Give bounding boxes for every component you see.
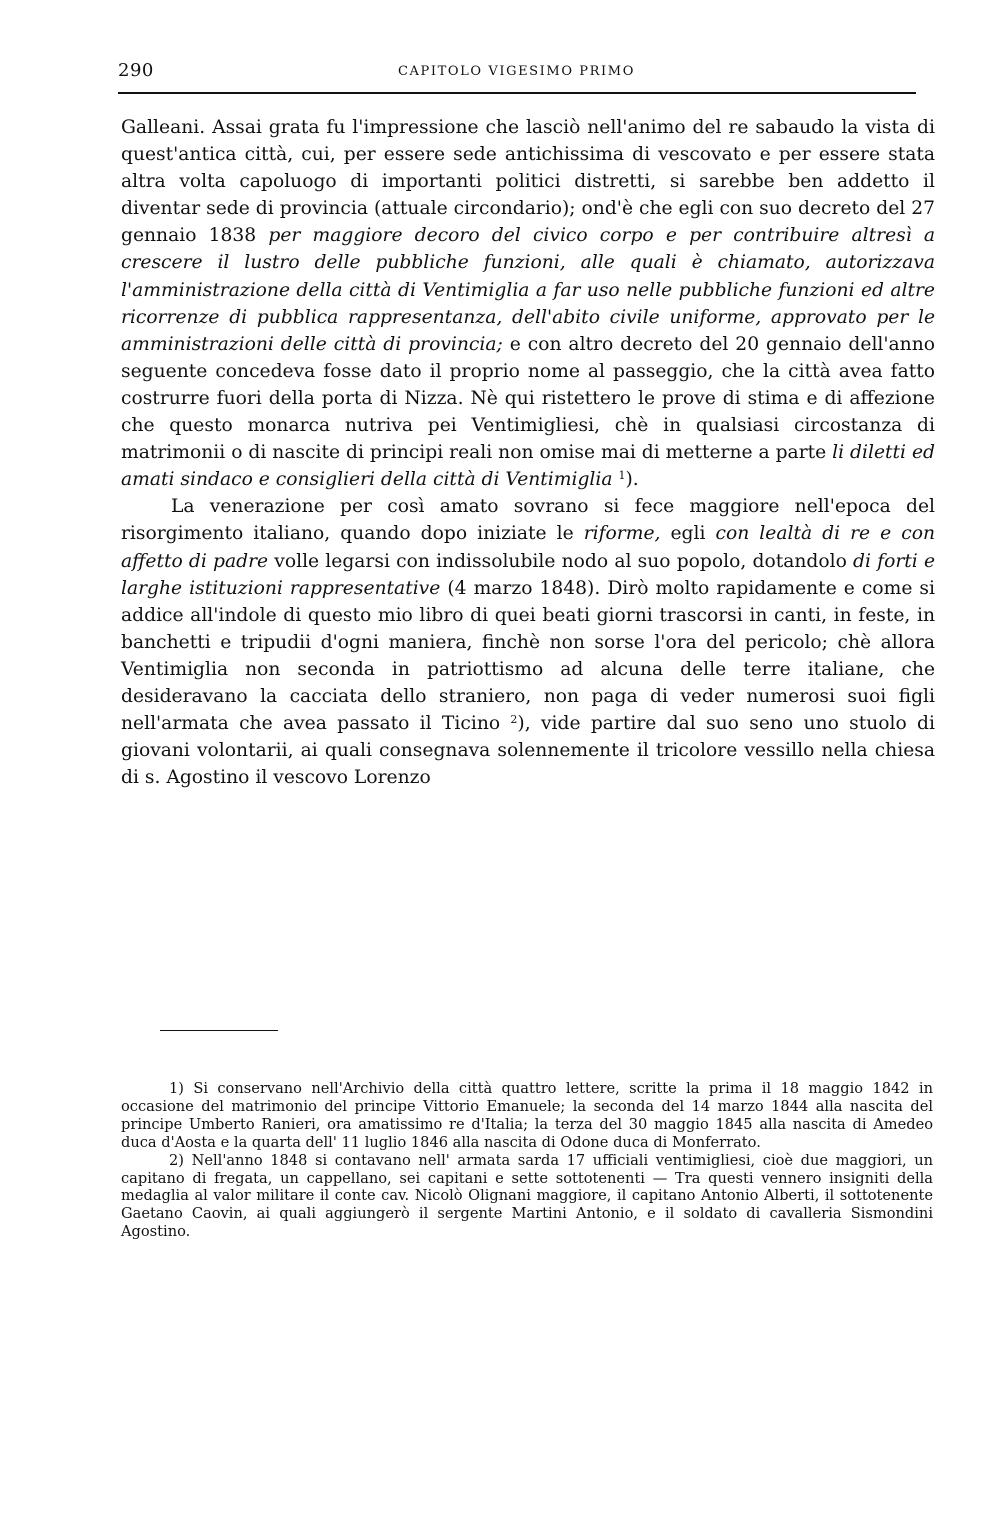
paragraph-1 — [121, 114, 935, 493]
footnote-rule — [160, 1030, 278, 1031]
text-run: ), vide partire dal suo seno uno stuolo di giovani volontarii, ai quali consegnava solennemente il tricolore vessillo nella chiesa di s. Agostino il vescovo Lorenzo — [121, 713, 935, 789]
italic-quote: di forti e larghe istituzioni rappresentative — [121, 550, 935, 599]
paragraph-2 — [121, 493, 935, 791]
footnotes — [121, 1080, 933, 1241]
footnote-2: 2) Nell'anno 1848 si contavano nell' armata sarda 17 ufficiali ventimigliesi, cioè due maggiori, un capitano di fregata, un cappellano, sei capitani e sette sottotenenti — Tra questi vennero insigniti della medaglia al valor militare il conte cav. Nicolò Olignani maggiore, il capitano Antonio Alberti, il sottotenente Gaetano Caovin, ai quali aggiungerò il sergente Martini Antonio, e il soldato di cavalleria Sismondini Agostino. — [121, 1151, 933, 1241]
text-run: La venerazione per così amato sovrano si fece maggiore nell'epoca del risorgimento italiano, quando dopo iniziate le — [121, 496, 935, 545]
text-run: egli — [660, 523, 716, 545]
page-header — [118, 56, 940, 86]
footnote-ref-2[interactable]: 2 — [510, 713, 518, 727]
header-rule — [118, 92, 916, 94]
text-run: ). — [625, 469, 639, 491]
text-run: Galleani. Assai grata fu l'impressione che lasciò nell'animo del re sabaudo la vista di quest'antica città, cui, per essere sede antichissima di vescovato e per essere stata altra volta capoluogo di importanti politici distretti, si sarebbe ben addetto il diventar sede di provincia (attuale circondario); ond'è che egli con suo decreto del 27 gennaio 1838 — [121, 117, 935, 247]
text-run: volle legarsi con indissolubile nodo al suo popolo, dotandolo — [268, 550, 854, 572]
text-run: e con altro decreto del 20 gennaio dell'anno seguente concedeva fosse dato il proprio nome al passeggio, che la città avea fatto costrurre fuori della porta di Nizza. Nè qui ristettero le prove di stima e di affezione che questo monarca nutriva pei Ventimigliesi, chè in qualsiasi circostanza di matrimonii o di nascite di principi reali non omise mai di metterne a parte — [121, 333, 936, 464]
body-text — [121, 114, 935, 791]
text-run: (4 marzo 1848). Dirò molto rapidamente e come si addice all'indole di questo mio libro di quei beati giorni trascorsi in canti, in feste, in banchetti e tripudii d'ogni maniera, finchè non sorse l'ora del pericolo; chè allora Ventimiglia non seconda in patriottismo ad alcuna delle terre italiane, che desideravano la cacciata dello straniero, non paga di veder numerosi suoi figli nell'armata che avea passato il Ticino — [121, 577, 935, 735]
italic-quote: li diletti ed amati sindaco e consiglieri della città di Ventimiglia — [121, 442, 936, 491]
italic-quote: riforme, — [583, 523, 661, 545]
footnote-1: 1) Si conservano nell'Archivio della città quattro lettere, scritte la prima il 18 maggio 1842 in occasione del matrimonio del principe Vittorio Emanuele; la seconda del 14 marzo 1844 alla nascita del principe Umberto Ranieri, ora amatissimo re d'Italia; la terza del 30 maggio 1845 alla nascita di Amedeo duca d'Aosta e la quarta dell' 11 luglio 1846 alla nascita di Odone duca di Monferrato. — [121, 1080, 933, 1151]
italic-quote: per maggiore decoro del civico corpo e per contribuire altresì a crescere il lustro delle pubbliche funzioni, alle quali è chiamato, autorizzava l'amministrazione della città di Ventimiglia a far uso nelle pubbliche funzioni ed altre ricorrenze di pubblica rappresentanza, dell'abito civile uniforme, approvato per le amministrazioni delle città di provincia; — [121, 225, 936, 355]
footnote-ref-1[interactable]: 1 — [618, 469, 626, 483]
page-number: 290 — [118, 60, 154, 81]
running-head: CAPITOLO VIGESIMO PRIMO — [398, 64, 635, 79]
italic-quote: con lealtà di re e con affetto di padre — [121, 523, 935, 572]
